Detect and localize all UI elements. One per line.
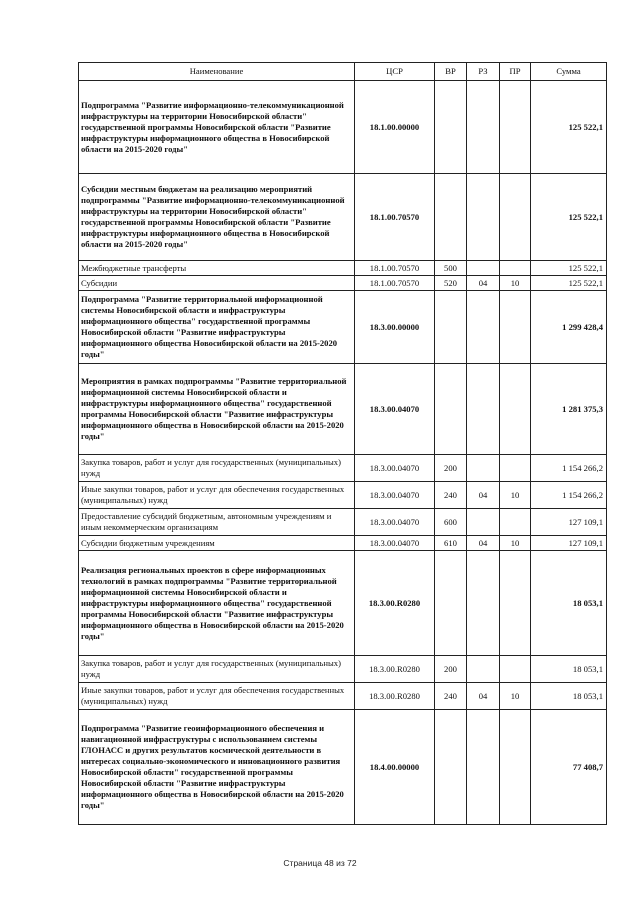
cell-pr [500,551,531,656]
cell-name: Межбюджетные трансферты [79,261,355,276]
cell-pr [500,656,531,683]
cell-name: Субсидии бюджетным учреждениям [79,536,355,551]
table-row [79,482,607,509]
cell-sum: 125 522,1 [531,261,607,276]
cell-csr: 18.4.00.00000 [355,710,435,825]
header-rz: РЗ [467,63,500,81]
cell-csr: 18.1.00.00000 [355,81,435,174]
cell-vr: 500 [435,261,467,276]
table-row [79,710,607,825]
cell-vr: 520 [435,276,467,291]
cell-csr: 18.3.00.R0280 [355,551,435,656]
cell-csr: 18.3.00.R0280 [355,656,435,683]
cell-rz [467,710,500,825]
cell-pr: 10 [500,536,531,551]
cell-pr [500,291,531,364]
budget-table-container [78,62,606,825]
cell-vr [435,364,467,455]
cell-sum: 77 408,7 [531,710,607,825]
cell-pr: 10 [500,683,531,710]
cell-rz [467,174,500,261]
cell-sum: 127 109,1 [531,509,607,536]
cell-sum: 127 109,1 [531,536,607,551]
cell-vr [435,81,467,174]
cell-vr: 610 [435,536,467,551]
cell-name: Субсидии местным бюджетам на реализацию мероприятий подпрограммы "Развитие информационно-телекоммуникационной инфраструктуры на территории Новосибирской области" государственной программы Новосибирской области "Развитие инфраструктуры информационного общества в Новосибирской области на 2015-2020 годы" [79,174,355,261]
header-sum: Сумма [531,63,607,81]
cell-sum: 18 053,1 [531,656,607,683]
cell-name: Подпрограмма "Развитие территориальной информационной системы Новосибирской области и инфраструктуры информационного общества" государственной программы Новосибирской области "Развитие инфраструктуры информационного общества Новосибирской области на 2015-2020 годы" [79,291,355,364]
cell-pr [500,509,531,536]
cell-sum: 1 281 375,3 [531,364,607,455]
table-row [79,551,607,656]
table-row [79,509,607,536]
cell-csr: 18.3.00.04070 [355,509,435,536]
cell-csr: 18.3.00.04070 [355,536,435,551]
header-vr: ВР [435,63,467,81]
cell-rz [467,455,500,482]
cell-name: Реализация региональных проектов в сфере информационных технологий в рамках подпрограммы "Развитие территориальной информационной системы Новосибирской области и инфраструктуры информационного общества" государственной программы Новосибирской области "Развитие инфраструктуры информационного общества в Новосибирской области на 2015-2020 годы" [79,551,355,656]
cell-name: Предоставление субсидий бюджетным, автономным учреждениям и иным некоммерческим организациям [79,509,355,536]
cell-rz: 04 [467,482,500,509]
cell-vr [435,551,467,656]
table-body [79,81,607,825]
cell-rz: 04 [467,276,500,291]
cell-sum: 1 154 266,2 [531,482,607,509]
cell-csr: 18.1.00.70570 [355,276,435,291]
cell-pr [500,81,531,174]
header-name: Наименование [79,63,355,81]
cell-sum: 1 154 266,2 [531,455,607,482]
cell-pr: 10 [500,276,531,291]
table-row [79,276,607,291]
cell-name: Мероприятия в рамках подпрограммы "Развитие территориальной информационной системы Новосибирской области и инфраструктуры информационного общества" государственной программы Новосибирской области "Развитие инфраструктуры информационного общества в Новосибирской области на 2015-2020 годы" [79,364,355,455]
table-row [79,291,607,364]
cell-vr: 600 [435,509,467,536]
cell-rz [467,81,500,174]
page-number: Страница 48 из 72 [283,858,357,868]
cell-sum: 125 522,1 [531,81,607,174]
cell-sum: 18 053,1 [531,551,607,656]
cell-name: Субсидии [79,276,355,291]
table-row [79,656,607,683]
cell-rz [467,551,500,656]
cell-sum: 125 522,1 [531,174,607,261]
cell-pr: 10 [500,482,531,509]
cell-rz [467,261,500,276]
cell-sum: 1 299 428,4 [531,291,607,364]
header-csr: ЦСР [355,63,435,81]
cell-pr [500,455,531,482]
table-row [79,683,607,710]
table-row [79,364,607,455]
cell-rz: 04 [467,683,500,710]
cell-sum: 18 053,1 [531,683,607,710]
cell-rz [467,364,500,455]
cell-pr [500,710,531,825]
header-pr: ПР [500,63,531,81]
cell-pr [500,174,531,261]
cell-csr: 18.1.00.70570 [355,174,435,261]
cell-csr: 18.3.00.00000 [355,291,435,364]
cell-vr [435,710,467,825]
cell-pr [500,261,531,276]
table-row [79,81,607,174]
cell-csr: 18.1.00.70570 [355,261,435,276]
cell-sum: 125 522,1 [531,276,607,291]
cell-vr [435,291,467,364]
cell-rz [467,656,500,683]
table-row [79,174,607,261]
cell-name: Закупка товаров, работ и услуг для государственных (муниципальных) нужд [79,455,355,482]
cell-csr: 18.3.00.R0280 [355,683,435,710]
cell-name: Иные закупки товаров, работ и услуг для обеспечения государственных (муниципальных) нужд [79,683,355,710]
cell-name: Иные закупки товаров, работ и услуг для обеспечения государственных (муниципальных) нужд [79,482,355,509]
table-row [79,455,607,482]
cell-rz [467,291,500,364]
cell-csr: 18.3.00.04070 [355,455,435,482]
cell-name: Подпрограмма "Развитие геоинформационного обеспечения и навигационной инфраструктуры с использованием системы ГЛОНАСС и других результатов космической деятельности в интересах социально-экономического и инновационного развития Новосибирской области" государственной программы Новосибирской области "Развитие инфраструктуры информационного общества в Новосибирской области на 2015-2020 годы" [79,710,355,825]
table-row [79,536,607,551]
cell-vr: 200 [435,656,467,683]
cell-name: Подпрограмма "Развитие информационно-телекоммуникационной инфраструктуры на территории Новосибирской области" государственной программы Новосибирской области "Развитие инфраструктуры информационного общества в Новосибирской области на 2015-2020 годы" [79,81,355,174]
cell-vr: 200 [435,455,467,482]
cell-name: Закупка товаров, работ и услуг для государственных (муниципальных) нужд [79,656,355,683]
cell-csr: 18.3.00.04070 [355,482,435,509]
cell-rz [467,509,500,536]
table-row [79,261,607,276]
cell-vr [435,174,467,261]
budget-table [78,62,607,825]
cell-rz: 04 [467,536,500,551]
cell-vr: 240 [435,683,467,710]
cell-vr: 240 [435,482,467,509]
table-header-row [79,63,607,81]
cell-pr [500,364,531,455]
cell-csr: 18.3.00.04070 [355,364,435,455]
